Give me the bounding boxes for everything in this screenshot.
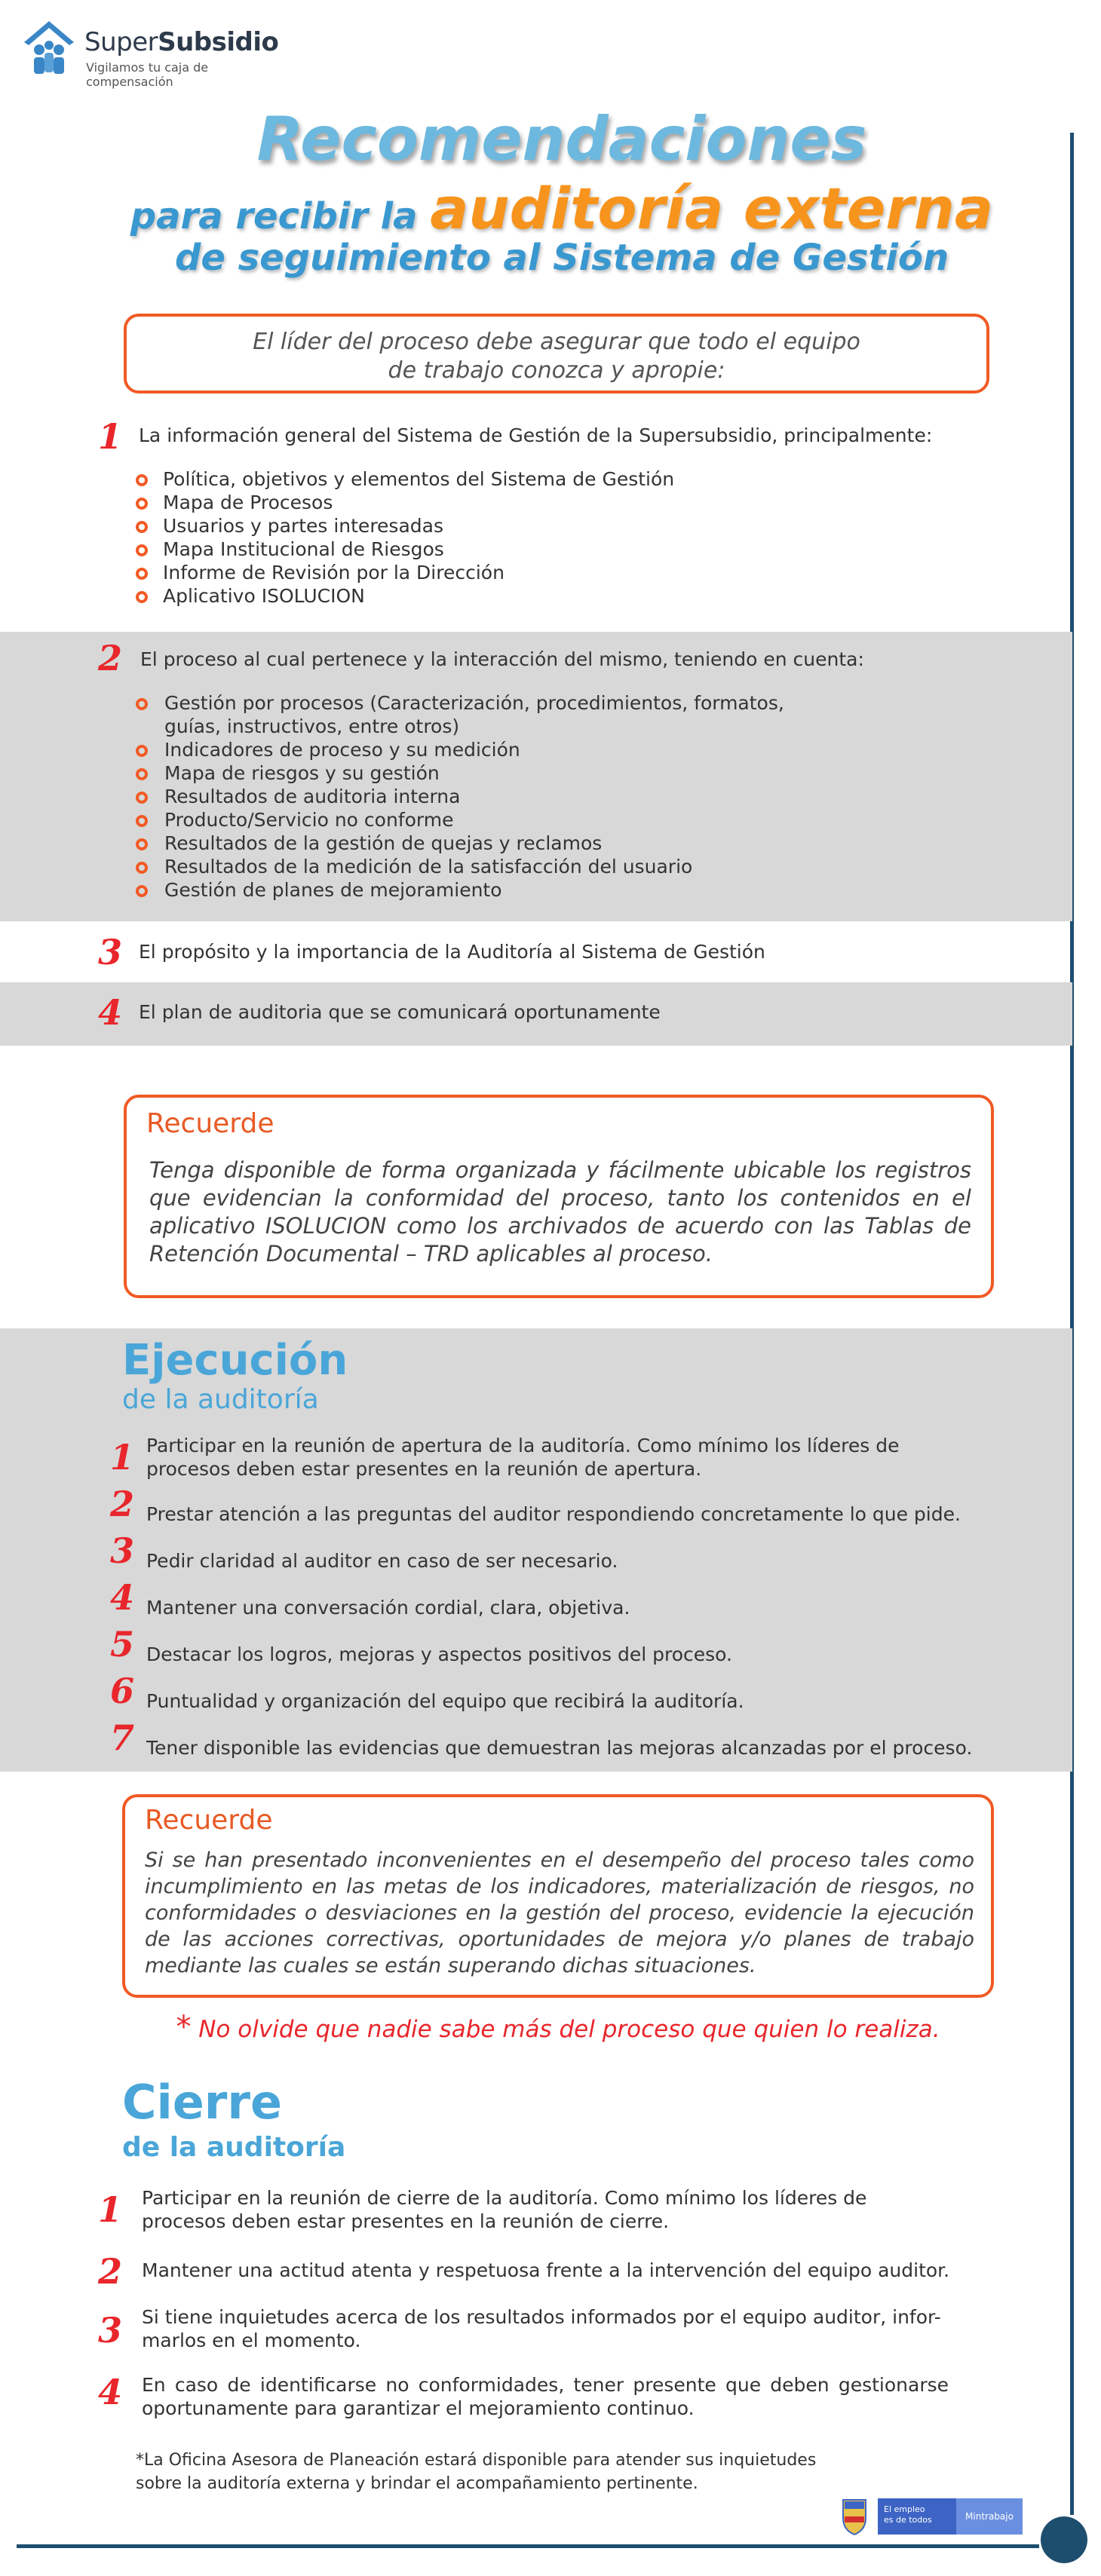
closing-note: * No olvide que nadie sabe más del proceso que quien lo realiza. [176,2010,940,2045]
list-item: Mapa de Procesos [163,492,333,513]
reminder-title: Recuerde [145,1805,273,1836]
brand-name: SuperSubsidio [84,27,279,57]
reminder-body: Si se han presentado inconvenientes en el desempeño del proceso tales como incumplimiento en las metas de los indicadores, materialización de riesgos, no conformidades o desviaciones en la gestión del proceso, evidencie la ejecución de las acciones correctivas, oportunidades de mejora y/o planes de trabajo mediante las cuales se están superando dichas situaciones. [145,1849,974,1977]
step-number: 5 [110,1624,135,1665]
list-item: Indicadores de proceso y su medición [164,739,520,761]
list-item: Resultados de la medición de la satisfacción del usuario [164,856,693,878]
lead-callout: El líder del proceso debe asegurar que todo el equipo de trabajo conozca y apropie: [124,314,989,394]
bullet-icon [136,498,148,510]
bullet-icon [136,862,148,874]
list-item: Política, objetivos y elementos del Sistema de Gestión [163,468,675,490]
coat-of-arms-icon [836,2495,873,2538]
step-number: 2 [110,1484,135,1524]
section-subtitle-cierre: de la auditoría [122,2132,346,2163]
bottom-horizontal-rule [17,2544,1039,2548]
item-number: 1 [98,416,123,457]
brand-tagline: Vigilamos tu caja de compensación [86,60,209,89]
bullet-icon [136,815,148,827]
reminder-box [122,1794,994,1998]
step-number: 2 [98,2251,123,2292]
step-text: Prestar atención a las preguntas del auditor respondiendo concretamente lo que pide. [146,1503,961,1525]
government-logo [836,2495,1024,2538]
bullet-icon [136,521,148,533]
step-text: Participar en la reunión de cierre de la auditoría. Como mínimo los líderes de procesos deben estar presentes en la reunión de cierre. [142,2187,867,2232]
item-number: 3 [98,932,123,973]
list-item: Resultados de auditoria interna [164,786,461,807]
step-number: 3 [110,1530,135,1571]
item-text: El proceso al cual pertenece y la interacción del mismo, teniendo en cuenta: [140,648,864,670]
bullet-icon [136,792,148,804]
section-title-ejecucion: Ejecución [122,1336,348,1385]
step-text: En caso de identificarse no conformidades, tener presente que deben gestionarse oportunamente para garantizar el mejoramiento continuo. [142,2374,949,2419]
step-text: Participar en la reunión de apertura de la auditoría. Como mínimo los líderes de procesos deben estar presentes en la reunión de apertura. [146,1435,900,1480]
bullet-icon [136,768,148,780]
bullet-icon [136,591,148,603]
house-people-icon [23,20,75,77]
step-text: Mantener una conversación cordial, clara, objetiva. [146,1597,630,1619]
step-number: 1 [110,1437,135,1478]
reminder-box [124,1095,994,1298]
item-text: La información general del Sistema de Gestión de la Supersubsidio, principalmente: [139,424,933,446]
reminder-body: Tenga disponible de forma organizada y fácilmente ubicable los registros que evidencian la conformidad del proceso, tanto los contenidos en el aplicativo ISOLUCION como los archivados de acuerdo con las Tablas de Retención Documental – TRD aplicables al proceso. [149,1157,971,1267]
list-item: Resultados de la gestión de quejas y reclamos [164,832,603,854]
step-number: 4 [98,2372,123,2412]
bullet-icon [136,474,148,486]
bullet-icon [136,745,148,757]
step-text: Destacar los logros, mejoras y aspectos positivos del proceso. [146,1643,732,1665]
list-item: Mapa Institucional de Riesgos [163,538,444,560]
page-subtitle-line3: de seguimiento al Sistema de Gestión [174,237,949,279]
list-item: Mapa de riesgos y su gestión [164,762,440,784]
section-title-cierre: Cierre [122,2075,283,2130]
footnote: *La Oficina Asesora de Planeación estará disponible para atender sus inquietudes sobre la auditoría externa y brindar el acompañamiento pertinente. [136,2451,817,2493]
bullet-icon [136,568,148,580]
bullet-icon [136,698,148,710]
list-item: Aplicativo ISOLUCION [163,585,365,607]
bullet-icon [136,885,148,897]
step-number: 6 [110,1671,135,1711]
corner-dot [1041,2516,1087,2563]
ministry-name: Mintrabajo [956,2498,1023,2535]
supersubsidio-logo [23,20,287,89]
bullet-icon [136,838,148,850]
step-number: 1 [98,2189,123,2230]
section-subtitle-ejecucion: de la auditoría [122,1384,319,1415]
item-number: 4 [98,992,123,1033]
right-vertical-rule [1070,133,1074,2515]
list-item: Informe de Revisión por la Dirección [163,562,504,584]
page-title: Recomendaciones [256,104,867,174]
list-item: Gestión de planes de mejoramiento [164,879,502,901]
item-text: El plan de auditoria que se comunicará oportunamente [139,1001,661,1023]
step-number: 7 [110,1717,135,1758]
step-number: 4 [110,1577,135,1618]
item-text: El propósito y la importancia de la Auditoría al Sistema de Gestión [139,941,765,963]
item-number: 2 [98,638,123,678]
step-text: Tener disponible las evidencias que demuestran las mejoras alcanzadas por el proceso. [146,1737,973,1759]
reminder-title: Recuerde [146,1108,274,1139]
list-item: Gestión por procesos (Caracterización, procedimientos, formatos, guías, instructivos, entre otros) [164,692,784,737]
step-text: Mantener una actitud atenta y respetuosa frente a la intervención del equipo auditor. [142,2259,950,2281]
step-number: 3 [98,2310,123,2351]
bullet-icon [136,544,148,556]
list-item: Usuarios y partes interesadas [163,515,443,537]
list-item: Producto/Servicio no conforme [164,809,454,831]
page-subtitle-line2: para recibir la auditoría externa [130,175,994,242]
gov-slogan: El empleo es de todos [878,2498,956,2535]
step-text: Si tiene inquietudes acerca de los resultados informados por el equipo auditor, infor-marlos en el momento. [142,2306,941,2351]
step-text: Puntualidad y organización del equipo que recibirá la auditoría. [146,1690,744,1712]
step-text: Pedir claridad al auditor en caso de ser necesario. [146,1550,618,1572]
